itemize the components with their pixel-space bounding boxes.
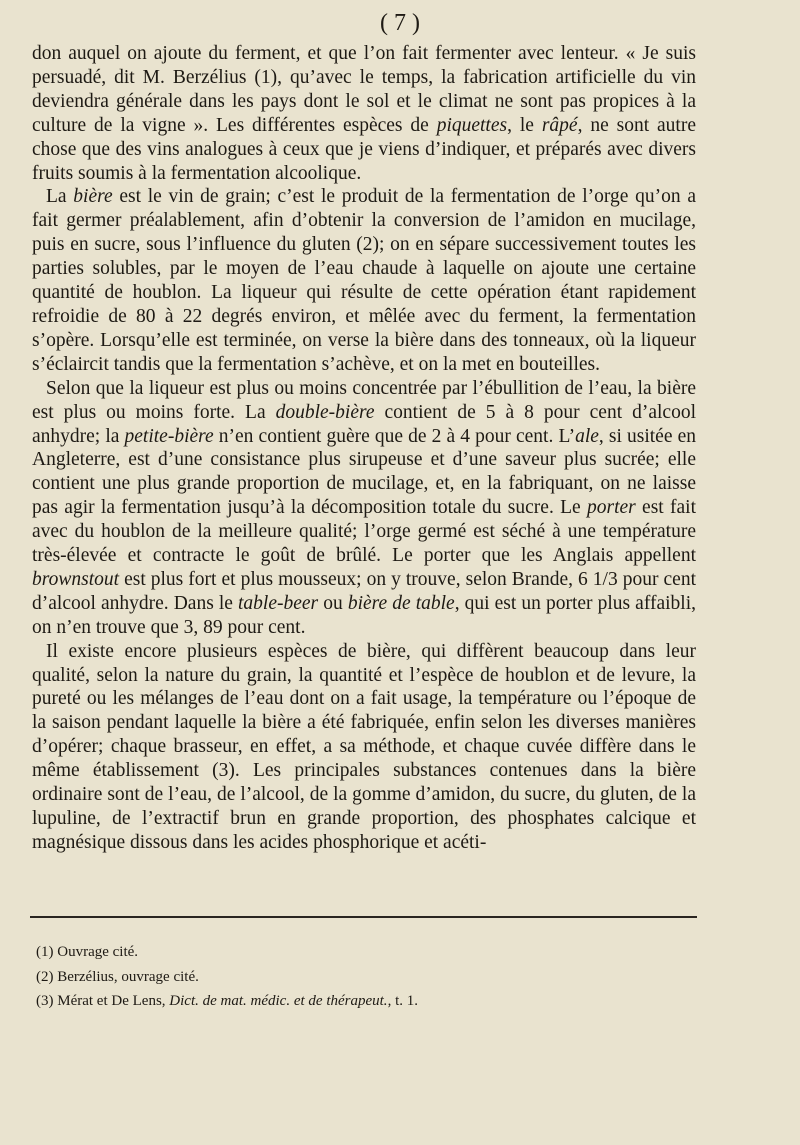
italic-text-run: porter bbox=[587, 497, 636, 519]
italic-text-run: petite-bière bbox=[124, 425, 214, 447]
footnote-3 bbox=[36, 989, 676, 1014]
paragraph-2 bbox=[32, 185, 696, 376]
italic-text-run: ale bbox=[575, 425, 599, 447]
text-run: est plus fort et plus mousseux; on y trouve, selon Brande, 6 1/3 pour cent d’alcool anhydre. Dans le bbox=[32, 568, 696, 614]
italic-text-run: râpé bbox=[541, 114, 578, 136]
text-run: (1) Ouvrage cité. bbox=[36, 944, 139, 960]
paragraph-1 bbox=[32, 42, 696, 185]
footnote-2 bbox=[36, 965, 676, 990]
text-run: La bbox=[46, 186, 74, 208]
text-run: , qui est un porter plus affaibli, on n’en trouve que 3, 89 pour cent. bbox=[32, 592, 696, 638]
italic-text-run: bière de table bbox=[347, 592, 455, 614]
text-run: ou bbox=[318, 592, 348, 614]
footnotes bbox=[36, 940, 676, 1014]
footnote-1 bbox=[36, 940, 676, 965]
italic-text-run: piquettes bbox=[436, 114, 508, 136]
italic-text-run: bière bbox=[73, 186, 113, 208]
italic-text-run: Dict. de mat. médic. et de thérapeut. bbox=[169, 993, 388, 1009]
text-run: , ne sont autre chose que des vins analogues à ceux que je viens d’indiquer, et préparés avec divers fruits soumis à la fermentation alcoolique. bbox=[32, 114, 696, 184]
text-run: , t. 1. bbox=[387, 993, 418, 1009]
text-run: est le vin de grain; c’est le produit de la fermentation de l’orge qu’on a fait germer préalablement, afin d’obtenir la conversion de l’amidon en mucilage, puis en sucre, sous l’influence du gluten (2); on en sépare successivement toutes les parties solubles, par le moyen de l’eau chaude à laquelle on ajoute une certaine quantité de houblon. La liqueur qui résulte de cette opération étant rapidement refroidie de 80 à 22 degrés environ, et mêlée avec du ferment, la fermentation s’opère. Lorsqu’elle est terminée, on verse la bière dans des tonneaux, où la liqueur s’éclaircit tandis que la fermentation s’achève, et on la met en bouteilles. bbox=[32, 186, 696, 375]
text-run: (3) Mérat et De Lens, bbox=[36, 993, 170, 1009]
text-run: Il existe encore plusieurs espèces de bière, qui diffèrent beaucoup dans leur qualité, selon la nature du grain, la quantité et l’espèce de houblon et de levure, la pureté ou les mélanges de l’eau dont on a fait usage, la température ou l’époque de la saison pendant laquelle la bière a été fabriquée, enfin selon les diverses manières d’opérer; chaque brasseur, en effet, a sa méthode, et chaque cuvée diffère dans le même établissement (3). Les principales substances contenues dans la bière ordinaire sont de l’eau, de l’alcool, de la gomme d’amidon, du sucre, du gluten, de la lupuline, de l’extractif brun en grande proportion, des phosphates calcique et magnésique dissous dans les acides phosphorique et acéti- bbox=[32, 640, 696, 853]
text-run: Selon que la liqueur est plus ou moins concentrée par l’ébullition de l’eau, la bière est plus ou moins forte. La bbox=[32, 377, 696, 423]
body-text bbox=[32, 42, 696, 855]
text-run: don auquel on ajoute du ferment, et que l’on fait fermenter avec lenteur. « Je suis persuadé, dit M. Berzélius (1), qu’avec le temps, la fabrication artificielle du vin deviendra générale dans les pays dont le sol et le climat ne sont pas propices à la culture de la vigne ». Les différentes espèces de bbox=[32, 43, 696, 136]
italic-text-run: double-bière bbox=[275, 401, 375, 423]
paragraph-3 bbox=[32, 377, 696, 640]
paragraph-4 bbox=[32, 640, 696, 855]
italic-text-run: brownstout bbox=[32, 568, 120, 590]
text-run: est fait avec du houblon de la meilleure qualité; l’orge germé est séché à une température très-élevée et contracte le goût de brûlé. Le porter que les Anglais appellent bbox=[32, 497, 696, 567]
italic-text-run: table-beer bbox=[238, 592, 319, 614]
page-number: ( 7 ) bbox=[380, 10, 420, 36]
text-run: contient de 5 à 8 pour cent d’alcool anhydre; la bbox=[32, 401, 696, 447]
text-run: , si usitée en Angleterre, est d’une consistance plus sirupeuse et d’une saveur plus sucrée; elle contient une plus grande proportion de mucilage, et, en la fabriquant, on ne laisse pas agir la fermentation jusqu’à la décomposition totale du sucre. Le bbox=[32, 425, 696, 519]
text-run: n’en contient guère que de 2 à 4 pour cent. L’ bbox=[213, 425, 576, 447]
footnote-divider bbox=[30, 916, 697, 918]
text-run: , le bbox=[507, 114, 542, 136]
text-run: (2) Berzélius, ouvrage cité. bbox=[36, 968, 199, 985]
